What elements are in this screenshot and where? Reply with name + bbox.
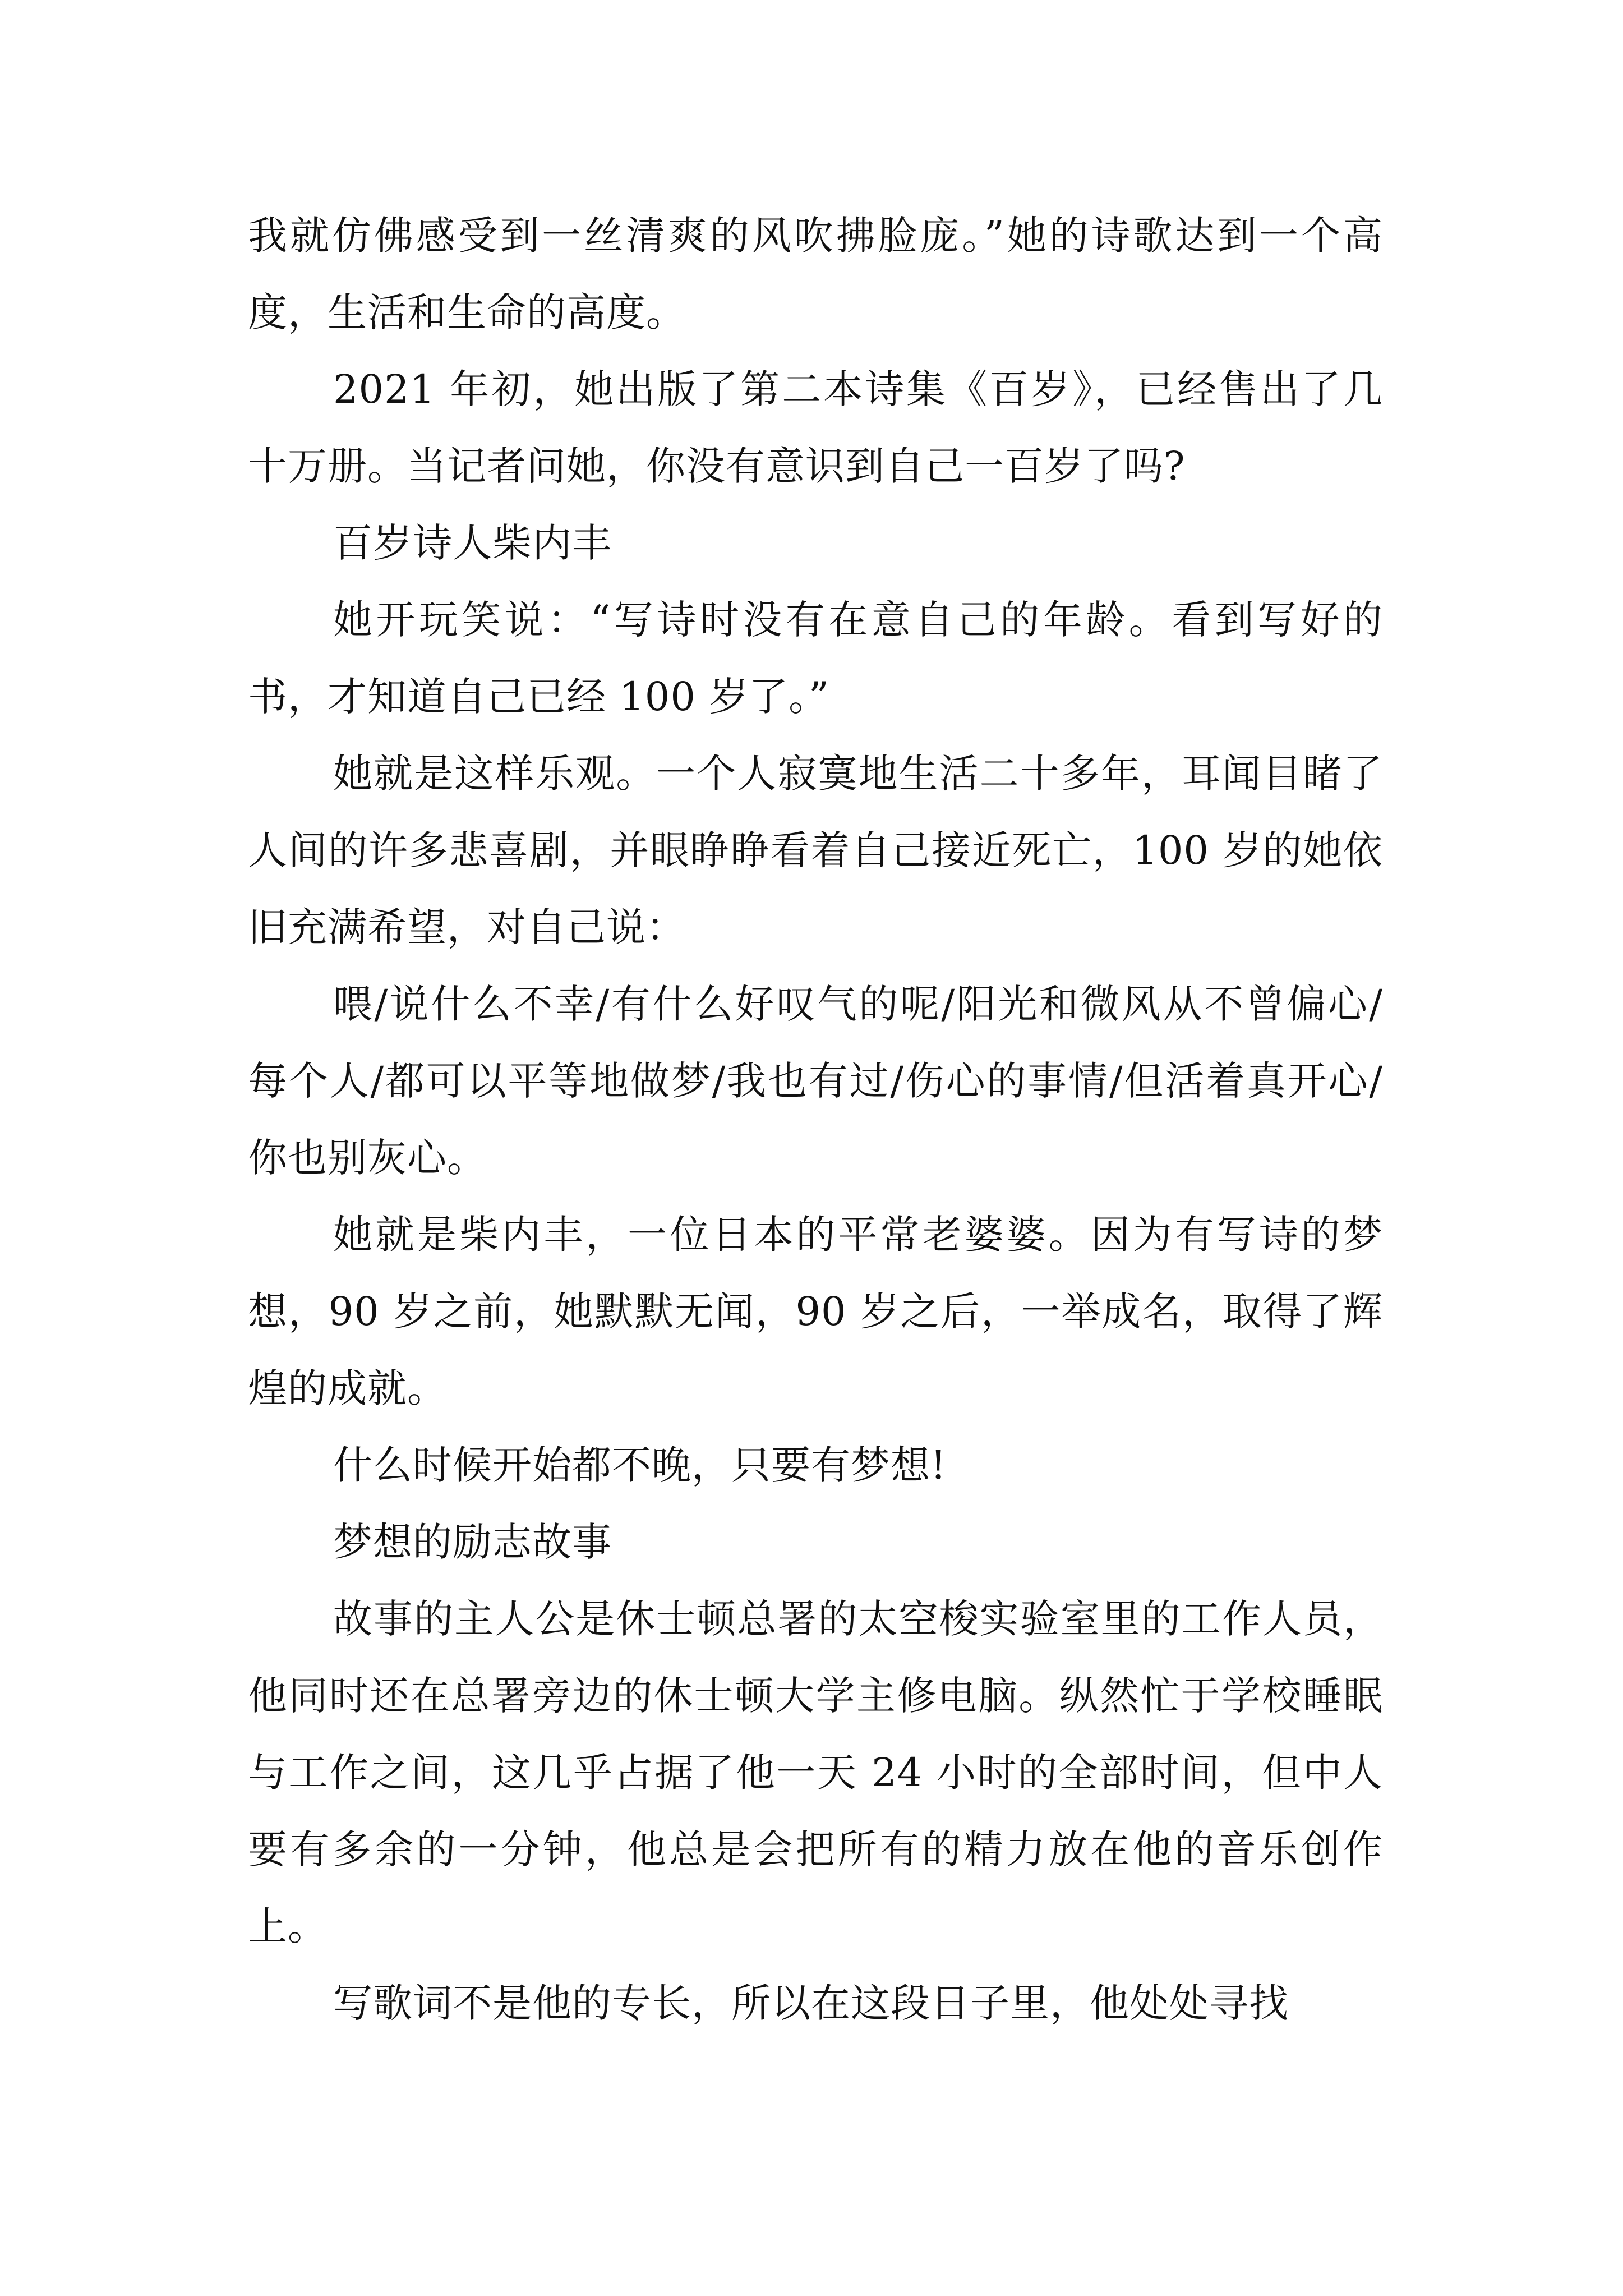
paragraph: 她就是柴内丰，一位日本的平常老婆婆。因为有写诗的梦想，90 岁之前，她默默无闻，90 岁之后，一举成名，取得了辉煌的成就。	[248, 1212, 1383, 1411]
document-body	[248, 197, 1383, 2042]
paragraph-continuation: 我就仿佛感受到一丝清爽的风吹拂脸庞。”她的诗歌达到一个高度，生活和生命的高度。	[248, 213, 1383, 335]
section-heading: 梦想的励志故事	[333, 1519, 612, 1565]
paragraph: 什么时候开始都不晚，只要有梦想!	[333, 1442, 947, 1488]
paragraph: 她就是这样乐观。一个人寂寞地生活二十多年，耳闻目睹了人间的许多悲喜剧，并眼睁睁看着自己接近死亡，100 岁的她依旧充满希望，对自己说：	[248, 751, 1383, 950]
paragraph: 2021 年初，她出版了第二本诗集《百岁》，已经售出了几十万册。当记者问她，你没有意识到自己一百岁了吗?	[248, 366, 1383, 489]
paragraph: 故事的主人公是休士顿总署的太空梭实验室里的工作人员，他同时还在总署旁边的休士顿大学主修电脑。纵然忙于学校睡眠与工作之间，这几乎占据了他一天 24 小时的全部时间，但中人要有多余的一分钟，他总是会把所有的精力放在他的音乐创作上。	[248, 1596, 1383, 1949]
section-heading: 百岁诗人柴内丰	[333, 520, 612, 566]
paragraph: 她开玩笑说：“写诗时没有在意自己的年龄。看到写好的书，才知道自己已经 100 岁了。”	[248, 597, 1383, 720]
paragraph: 写歌词不是他的专长，所以在这段日子里，他处处寻找	[333, 1980, 1289, 2026]
poem-paragraph: 喂/说什么不幸/有什么好叹气的呢/阳光和微风从不曾偏心/每个人/都可以平等地做梦/我也有过/伤心的事情/但活着真开心/你也别灰心。	[248, 981, 1383, 1181]
